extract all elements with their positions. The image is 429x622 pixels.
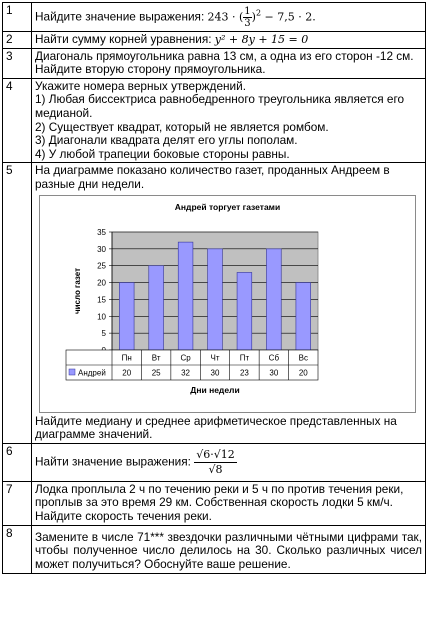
task-number: 8 [3,525,32,574]
data-label: 25 [151,368,161,378]
x-tick-label: Пт [239,353,250,363]
x-tick-label: Пн [121,353,132,363]
task-number: 6 [3,443,32,481]
bar-Вс [296,282,311,349]
task-row [3,32,426,49]
task-text: Замените в числе 71*** звездочки различными чётными цифрами так, чтобы полученное число делилось на 30. Сколько различных чисел может получиться? Обоснуйте ваше решение. [32,525,426,574]
y-tick-label: 5 [101,328,106,338]
fraction [194,448,237,477]
fraction-denominator: √8 [208,462,223,476]
exponent: 2 [255,8,262,18]
chart-container [39,195,416,413]
x-tick-label: Вс [298,353,308,363]
fraction-numerator: √6·√12 [196,447,235,461]
x-tick-label: Вт [151,353,161,363]
task-intro: На диаграмме показано количество газет, проданных Андреем в разные дни недели. [35,163,390,191]
fraction-denominator: 3 [244,17,251,29]
bar-Сб [267,248,282,349]
task-number: 7 [3,481,32,525]
equation: y² + 8y + 15 = 0 [214,33,309,46]
task-line: 1) Любая биссектриса равнобедренного треугольника является его медианой. [35,92,405,120]
x-tick-label: Сб [268,353,280,363]
task-text [32,3,426,32]
y-tick-label: 30 [97,244,106,254]
x-tick-label: Чт [210,353,220,363]
bar-Пн [119,282,134,349]
task-row [3,525,426,574]
task-text: Диагональ прямоугольника равна 13 см, а одна из его сторон -12 см. Найдите вторую сторону прямоугольника. [32,48,426,78]
data-label: 30 [210,368,220,378]
task-line: 4) У любой трапеции боковые стороны равны. [35,146,290,161]
task-text [32,443,426,481]
bar-Вт [149,265,164,349]
task-row [3,78,426,163]
legend-label: Андрей [78,368,106,378]
y-tick-label: 15 [97,294,106,304]
task-number: 3 [3,48,32,78]
bar-chart [40,196,415,412]
task-number: 5 [3,163,32,443]
data-label: 32 [181,368,191,378]
data-label: 23 [239,368,249,378]
task-number: 4 [3,78,32,163]
task-text [32,163,426,443]
bar-Чт [208,248,223,349]
y-tick-label: 35 [97,227,106,237]
data-label: 20 [122,368,132,378]
task-text [32,78,426,163]
y-axis-label: число газет [73,267,82,314]
y-tick-label: 10 [97,311,106,321]
bar-Ср [178,242,193,350]
task-row [3,481,426,525]
legend-swatch [69,369,75,375]
task-row [3,48,426,78]
task-line: 2) Существует квадрат, который не является ромбом. [35,119,329,134]
task-prompt: Найти сумму корней уравнения: [35,32,212,46]
task-row [3,443,426,481]
task-line: Укажите номера верных утверждений. [35,78,246,93]
task-question: Найдите медиану и среднее арифметическое представленных на диаграмме значений. [35,413,397,442]
task-line: 3) Диагонали квадрата делят его углы пополам. [35,133,298,148]
task-prompt: Найти значение выражения: [35,454,191,469]
x-axis-label: Дни недели [190,384,240,395]
y-tick-label: 20 [97,278,106,288]
task-number: 2 [3,32,32,49]
y-tick-label: 25 [97,261,106,271]
task-prompt: Найдите значение выражения: [35,9,205,24]
expression-part: ) [251,10,256,24]
task-row [3,3,426,32]
fraction-numerator: 1 [244,5,251,17]
bar-Пт [237,272,252,350]
task-text: Лодка проплыла 2 ч по течению реки и 5 ч по против течения реки, проплыв за это время 29 км. Собственная скорость лодки 5 км/ч. Найдите скорость течения реки. [32,481,426,525]
task-text [32,32,426,49]
chart-title: Андрей торгует газетами [174,201,281,212]
data-label: 30 [269,368,279,378]
expression-part: 243 · ( [207,10,244,24]
data-label: 20 [298,368,308,378]
task-number: 1 [3,3,32,32]
fraction [243,6,251,29]
x-tick-label: Ср [180,353,191,363]
tasks-table [2,2,426,574]
task-row [3,163,426,443]
expression-part: − 7,5 · 2. [261,10,316,24]
